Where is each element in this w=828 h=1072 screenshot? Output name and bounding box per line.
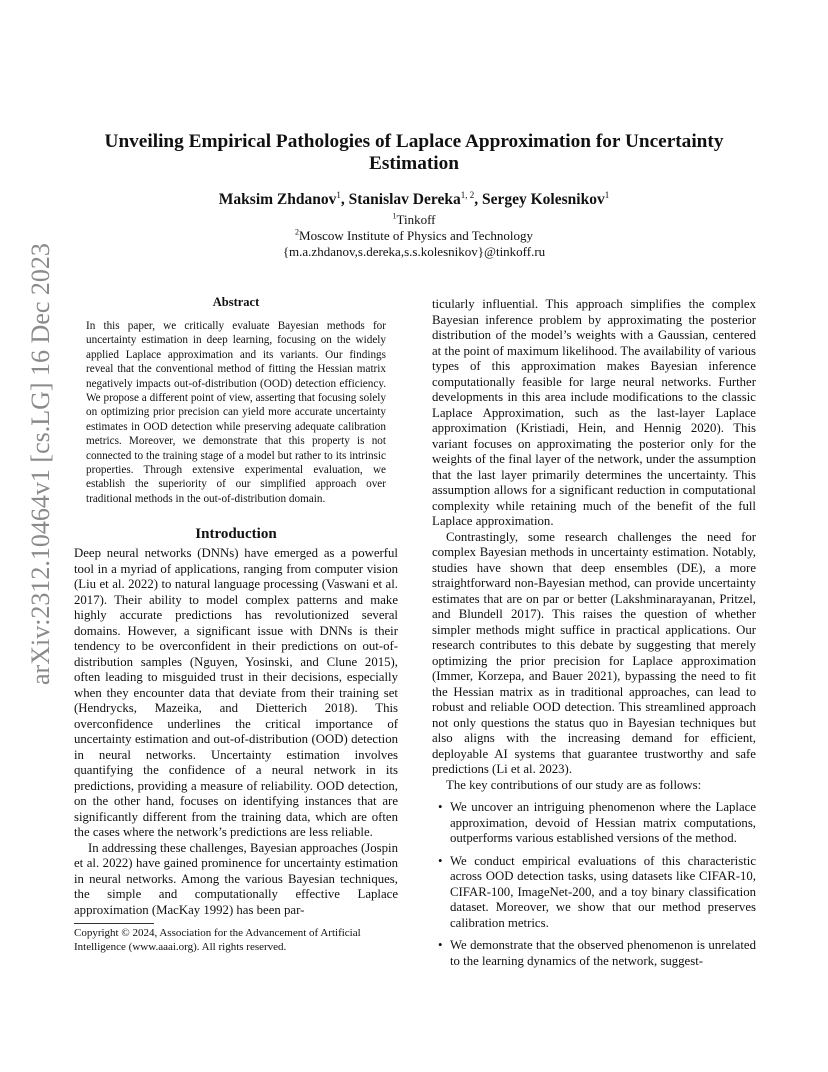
- body-paragraph: Contrastingly, some research challenges the need for complex Bayesian methods in uncertainty estimation. Notably, studies have shown that deep ensembles (DE), a more straightforward non-Bayesian method, can provide uncertainty estimates that are on par or better (Lakshminarayanan, Pritzel, and Blundell 2017). This raises the question of whether simpler methods might suffice in practical applications. Our research contributes to this debate by suggesting that merely optimizing the prior precision for Laplace approximation (Immer, Korzepa, and Bauer 2021), bypassing the need to fit the Hessian matrix as in traditional approaches, can lead to robust and reliable OOD detection. This streamlined approach not only questions the status quo in Bayesian techniques but also aligns with the increasing demand for efficient, deployable AI systems that guarantee trustworthy and safe predictions (Li et al. 2023).: [432, 529, 756, 776]
- introduction-heading: Introduction: [195, 526, 277, 542]
- affiliation-name: Moscow Institute of Physics and Technology: [299, 228, 533, 243]
- author-name: Maksim Zhdanov: [218, 191, 337, 208]
- affiliation-1: [100, 212, 728, 228]
- author-affiliation-mark: 1: [604, 189, 610, 200]
- author-list: Maksim Zhdanov$^1$, Stanislav Dereka$^{1, 2}$, Sergey Kolesnikov$^1$: [218, 189, 610, 208]
- contribution-text: We uncover an intriguing phenomenon where the Laplace approximation, devoid of Hessian matrix computations, outperforms various established versions of the method.: [450, 800, 756, 845]
- bullet-icon: •: [438, 938, 443, 952]
- bullet-icon: •: [438, 853, 443, 868]
- author-affiliation-mark: 1: [336, 189, 341, 200]
- contributions-list: [432, 800, 756, 969]
- right-column-body: [432, 297, 756, 969]
- affiliation-name: Tinkoff: [396, 212, 436, 227]
- arxiv-identifier: arXiv:2312.10464v1 [cs.LG] 16 Dec 2023: [26, 243, 55, 685]
- author-name: Stanislav Dereka: [348, 191, 461, 208]
- contribution-item: [432, 938, 756, 969]
- contribution-item: [432, 854, 756, 932]
- contribution-text: We conduct empirical evaluations of this characteristic across OOD detection tasks, using datasets like CIFAR-10, CIFAR-100, ImageNet-200, and a toy binary classification dataset. Moreover, we show that our method preserves calibration metrics.: [450, 853, 756, 930]
- contribution-item: [432, 800, 756, 847]
- paper-title: Unveiling Empirical Pathologies of Laplace Approximation for Uncertainty Estimation: [104, 131, 724, 174]
- copyright-footnote: Copyright © 2024, Association for the Advancement of Artificial Intelligence (www.aaai.org). All rights reserved.: [74, 927, 361, 953]
- body-paragraph: ticularly influential. This approach simplifies the complex Bayesian inference problem by approximating the posterior distribution of the model’s weights with a Gaussian, centered at the point of maximum likelihood. The availability of various types of this approximation makes Bayesian inference computationally feasible for large neural networks. Further developments in this area include modifications to the classic Laplace Approximation, such as the last-layer Laplace approximation (Kristiadi, Hein, and Hennig 2020). This variant focuses on approximating the posterior only for the weights of the final layer of the network, under the assumption that the last layer primarily determines the uncertainty. This assumption allows for a significant reduction in computational complexity while retaining much of the benefit of the full Laplace approximation.: [432, 297, 756, 528]
- footnote-divider: [74, 923, 154, 924]
- left-column-body: [74, 546, 398, 918]
- intro-paragraph: Deep neural networks (DNNs) have emerged as a powerful tool in a myriad of applications, ranging from computer vision (Liu et al. 2022) to natural language processing (Vaswani et al. 2017). Their ability to model complex patterns and make highly accurate predictions has revolutionized several domains. However, a significant issue with DNNs is their tendency to be overconfident in their predictions on out-of-distribution samples (Nguyen, Yosinski, and Clune 2015), often leading to misguided trust in their decisions, especially when they encounter data that deviate from their training set (Hendrycks, Mazeika, and Dietterich 2018). This overconfidence underlines the critical importance of uncertainty estimation and out-of-distribution (OOD) detection in neural networks. Uncertainty estimation involves quantifying the confidence of a neural network in its predictions, providing a measure of reliability. OOD detection, on the other hand, focuses on identifying instances that are significantly different from the training data, which are often the cases where the network’s predictions are less reliable.: [74, 546, 398, 839]
- author-name: Sergey Kolesnikov: [481, 191, 605, 208]
- affiliation-number: 2: [295, 227, 300, 237]
- abstract-heading: Abstract: [212, 295, 260, 309]
- author-affiliation-mark: 1, 2: [460, 189, 475, 200]
- affiliation-number: 1: [392, 211, 397, 221]
- body-paragraph: The key contributions of our study are as follows:: [446, 777, 702, 792]
- bullet-icon: •: [438, 800, 443, 814]
- intro-paragraph: In addressing these challenges, Bayesian approaches (Jospin et al. 2022) have gained prominence for uncertainty estimation in neural networks. Among the various Bayesian techniques, the simple and computationally effective Laplace approximation (MacKay 1992) has been par-: [74, 840, 398, 917]
- author-emails: {m.a.zhdanov,s.dereka,s.s.kolesnikov}@tinkoff.ru: [282, 244, 546, 259]
- abstract-text: In this paper, we critically evaluate Bayesian methods for uncertainty estimation in deep learning, focusing on the widely applied Laplace approximation and its variants. Our findings reveal that the conventional method of fitting the Hessian matrix negatively impacts out-of-distribution (OOD) detection efficiency. We propose a different point of view, asserting that focusing solely on optimizing prior precision can yield more accurate uncertainty estimates in OOD detection while preserving adequate calibration metrics. Moreover, we demonstrate that this property is not connected to the training stage of a model but rather to its intrinsic properties. Through extensive experimental evaluation, we establish the superiority of our simplified approach over traditional methods in the out-of-distribution domain.: [86, 320, 386, 505]
- contribution-text: We demonstrate that the observed phenomenon is unrelated to the learning dynamics of the network, suggest-: [450, 938, 756, 968]
- affiliation-2: [100, 228, 728, 244]
